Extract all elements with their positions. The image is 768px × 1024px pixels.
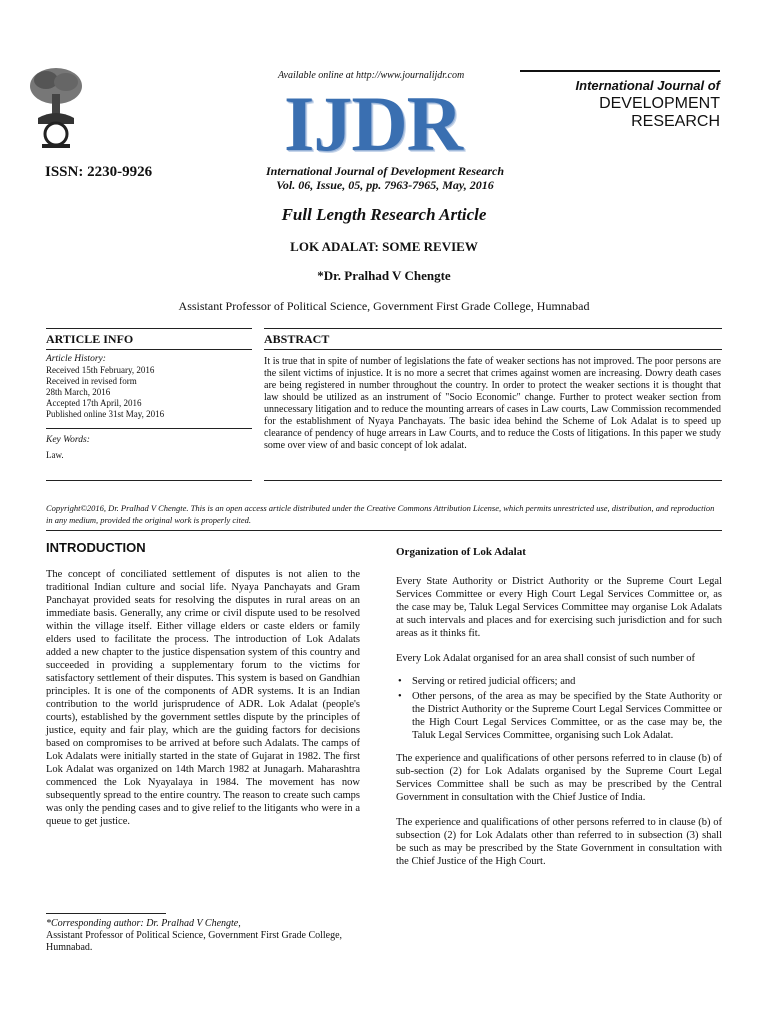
article-info — [46, 354, 252, 461]
journal-name: International Journal of Development Research — [265, 164, 504, 178]
divider — [264, 349, 722, 350]
history-item: Published online 31st May, 2016 — [46, 409, 165, 419]
divider — [46, 428, 252, 429]
article-author: *Dr. Pralhad V Chengte — [317, 268, 451, 283]
paragraph: The experience and qualifications of other persons referred to in clause (b) of sub-section (2) for Lok Adalats organised by the Supreme Court Legal Services Committee shall be such as may be prescribed by the Central Government in consultation with the Chief Justice of India. — [396, 753, 722, 803]
organization-section — [396, 546, 722, 868]
introduction-heading: INTRODUCTION — [46, 540, 146, 555]
history-item: Received in revised form — [46, 376, 137, 386]
journal-title-line2: DEVELOPMENT RESEARCH — [599, 95, 720, 130]
author-affiliation: Assistant Professor of Political Science, Government First Grade College, Humnabad — [178, 299, 590, 313]
tree-logo-icon — [28, 64, 84, 150]
history-label: Article History: — [46, 354, 106, 364]
issn: ISSN: 2230-9926 — [45, 164, 153, 180]
title-rule — [520, 70, 720, 72]
volume-info: Vol. 06, Issue, 05, pp. 7963-7965, May, 2016 — [276, 178, 494, 192]
paragraph: Every State Authority or District Authority or the Supreme Court Legal Services Committee or every High Court Legal Services Committee or, as the case may be, Taluk Legal Services Committee may organise Lok Adalats at such intervals and places and for exercising such jurisdiction and for such areas as it thinks fit. — [396, 576, 722, 639]
corresponding-affiliation: Assistant Professor of Political Science, Government First Grade College, Humnabad. — [46, 930, 343, 953]
article-title: LOK ADALAT: SOME REVIEW — [290, 239, 478, 254]
list-item: • Serving or retired judicial officers; and — [412, 675, 722, 688]
article-info-heading: ARTICLE INFO — [46, 332, 134, 346]
abstract-text: It is true that in spite of number of legislations the fate of weaker sections has not improved. The poor persons are the silent victims of injustice. It is no more a secret that crimes against women are increasing. Dowry death cases are being registered in number throughout the country. In order to protect the weaker sections it is thought that law should be utilized as an instrument of "Socio Economic" change. Further to protect weaker section from unnecessary litigation and to reduce the mounting arrears of cases in Law courts, Law Commission recommended for the establishment of Nyaya Panchayats. The basic idea behind the Scheme of Lok Adalat is to speed up clearance of pendency of huge arrears in Law Courts, and to reduce the Costs of litigations. In this paper we study some over view of and basic concept of lok adalat. — [264, 356, 721, 451]
history-item: Accepted 17th April, 2016 — [46, 398, 142, 408]
divider — [264, 328, 722, 329]
corresponding-author: *Corresponding author: Dr. Pralhad V Chengte, — [46, 918, 241, 929]
keywords-label: Key Words: — [46, 435, 90, 445]
bullet-list — [396, 675, 722, 742]
journal-citation — [230, 164, 540, 192]
paragraph: Every Lok Adalat organised for an area shall consist of such number of — [396, 653, 695, 664]
article-type: Full Length Research Article — [281, 205, 487, 224]
footnote — [46, 918, 360, 954]
copyright-notice: Copyright©2016, Dr. Pralhad V Chengte. This is an open access article distributed under the Creative Commons Attribution License, which permits unrestricted use, distribution, and reproduction in any medium, provided the original work is properly cited. — [46, 503, 715, 525]
keywords: Law. — [46, 450, 64, 460]
introduction-section — [46, 541, 360, 828]
paragraph: The experience and qualifications of other persons referred to in clause (b) of subsection (2) for Lok Adalats other than referred to in subsection (3) shall be such as may be prescribed by the State Government in consultation with the Chief Justice of the High Court. — [396, 817, 722, 867]
divider — [46, 349, 252, 350]
divider — [46, 480, 252, 481]
divider — [46, 530, 722, 531]
history-item: 28th March, 2016 — [46, 387, 111, 397]
history-item: Received 15th February, 2016 — [46, 365, 155, 375]
list-item: • Other persons, of the area as may be specified by the State Authority or the District Authority or the Supreme Court Legal Services Committee or the High Court Legal Services Committee, or as the case may be, the Taluk Legal Services Committee, organising such Lok Adalat. — [412, 690, 722, 742]
journal-title-line1: International Journal of — [575, 78, 720, 93]
divider — [264, 480, 722, 481]
abstract-heading: ABSTRACT — [264, 332, 330, 346]
introduction-text: The concept of conciliated settlement of disputes is not alien to the traditional Indian culture and social life. Nyaya Panchayats and Gram Panchayat provided seats for resolving the disputes in rural areas on an immediate basis. Generally, any crime or civil dispute used to be resolved within the village itself. Either village elders or caste elders or family elders used to facilitate the process. The introduction of Lok Adalats added a new chapter to the justice dispensation system of this country and succeeded in providing a supplementary forum to the victims for satisfactory settlement of their disputes. This system is based on Gandhian principles. It is one of the components of ADR systems. It is an Indian contribution to the world jurisprudence of ADR. Lok Adalat (people's courts), established by the government settles dispute by the principles of justice, equity and fair play, which are the guiding factors for decisions based on compromises to be arrived at before such Adalats. The camps of Lok Adalats were initially started in the state of Gujarat in 1982. The first Lok Adalat was organized on 14th March 1982 at Junagarh. Maharashtra commenced the Lok Nyayalaya in 1984. The movement has now subsequently spread to the entire country. The reason to create such camps was only the pending cases and to give relief to the litigants who were in a queue to get justice. — [46, 569, 360, 827]
journal-title-block — [520, 70, 720, 131]
divider — [46, 328, 252, 329]
organization-heading: Organization of Lok Adalat — [396, 546, 526, 558]
available-online: Available online at http://www.journalijdr.com — [278, 70, 465, 81]
footnote-rule — [46, 913, 166, 914]
ijdr-logo-text: IJDR — [284, 80, 463, 167]
journal-logo — [28, 64, 84, 150]
